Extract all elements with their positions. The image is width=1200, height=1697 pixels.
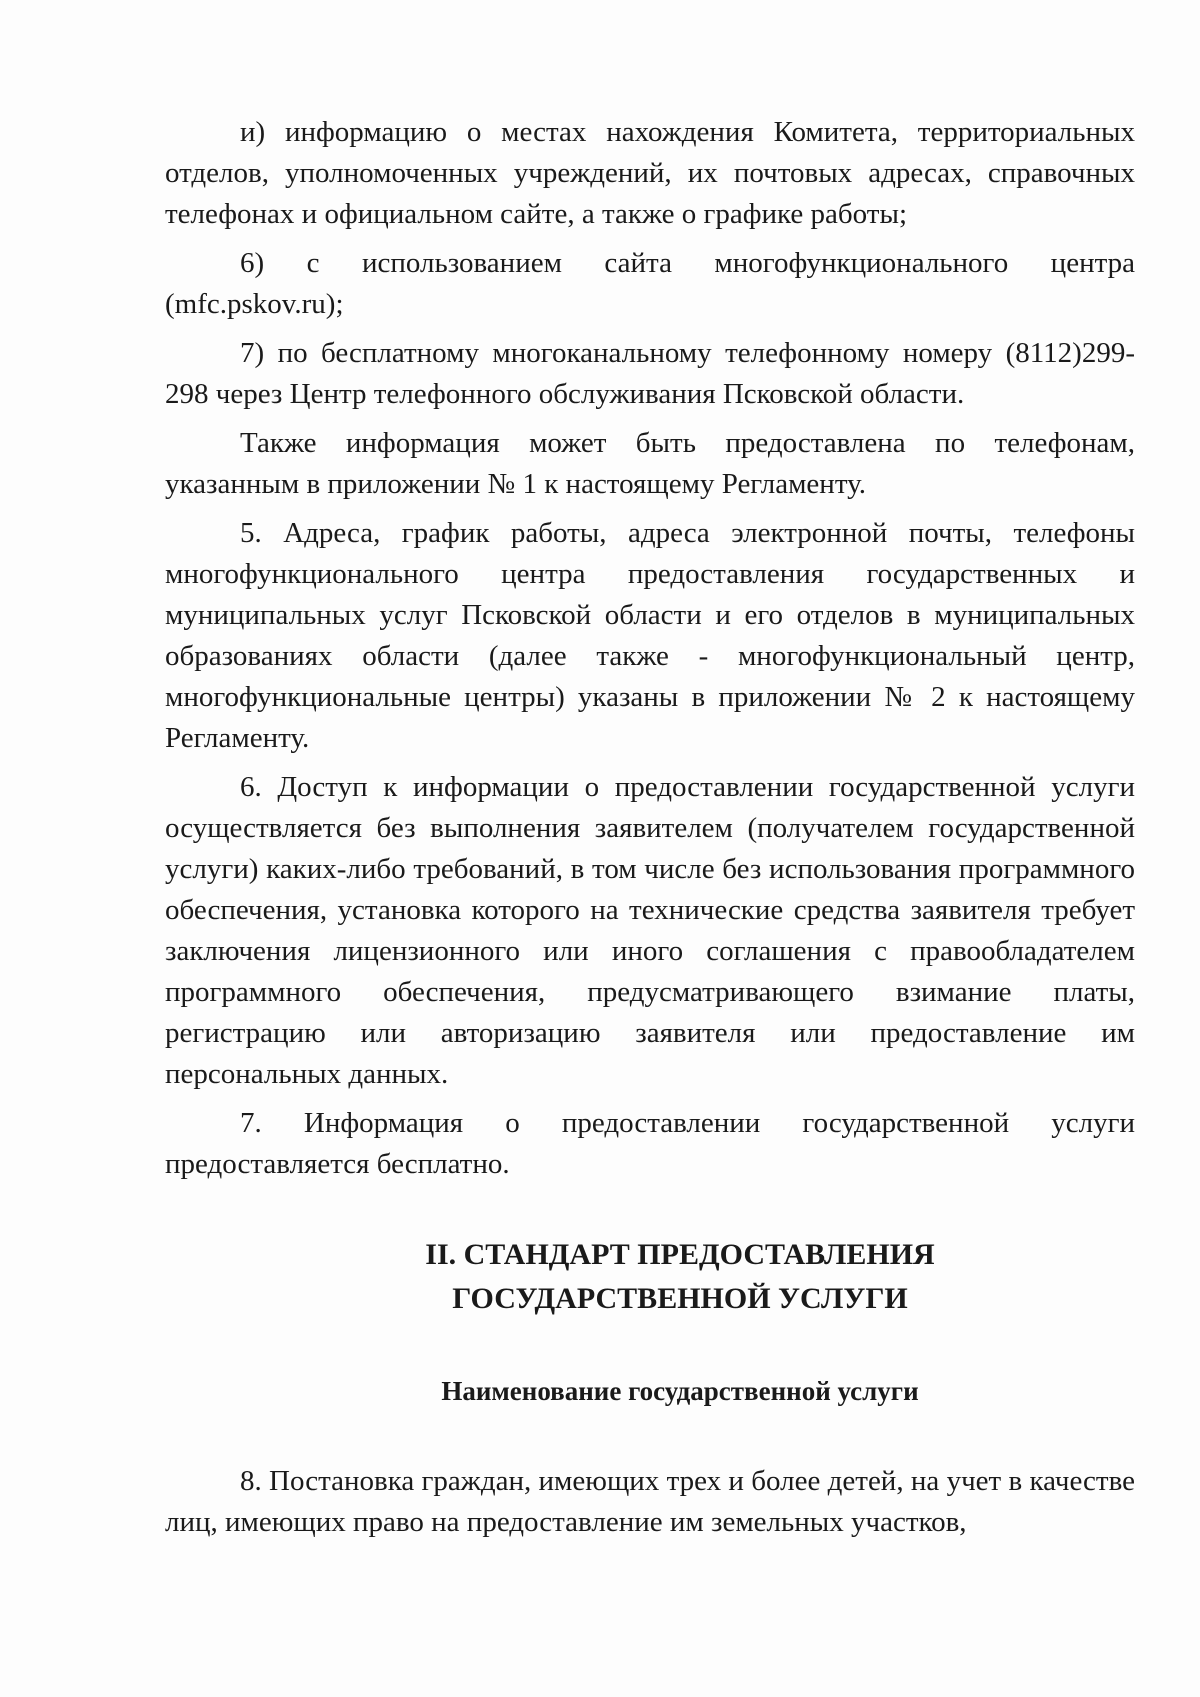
section-heading — [245, 1233, 1115, 1321]
paragraph-item-i: и) информацию о местах нахождения Комитета, территориальных отделов, уполномоченных учреждений, их почтовых адресах, справочных телефонах и официальном сайте, а также о графике работы; — [165, 116, 1135, 230]
paragraph-clause-6: 6. Доступ к информации о предоставлении государственной услуги осуществляется без выполнения заявителем (получателем государственной услуги) каких-либо требований, в том числе без использования программного обеспечения, установка которого на технические средства заявителя требует заключения лицензионного или иного соглашения с правообладателем программного обеспечения, предусматривающего взимание платы, регистрацию или авторизацию заявителя или предоставление им персональных данных. — [165, 771, 1135, 1090]
paragraph-item-7: 7) по бесплатному многоканальному телефонному номеру (8112)299-298 через Центр телефонного обслуживания Псковской области. — [165, 337, 1135, 410]
section-heading-line-1: II. СТАНДАРТ ПРЕДОСТАВЛЕНИЯ — [425, 1238, 935, 1271]
paragraph-clause-5: 5. Адреса, график работы, адреса электронной почты, телефоны многофункционального центра предоставления государственных и муниципальных услуг Псковской области и его отделов в муниципальных образованиях области (далее также - многофункциональный центр, многофункциональные центры) указаны в приложении № 2 к настоящему Регламенту. — [165, 517, 1135, 754]
paragraph-clause-8: 8. Постановка граждан, имеющих трех и более детей, на учет в качестве лиц, имеющих право на предоставление им земельных участков, — [165, 1465, 1135, 1538]
paragraph-phones-note: Также информация может быть предоставлена по телефонам, указанным в приложении № 1 к настоящему Регламенту. — [165, 427, 1135, 500]
section-heading-line-2: ГОСУДАРСТВЕННОЙ УСЛУГИ — [452, 1282, 908, 1315]
document-body — [165, 112, 1135, 1543]
paragraph-clause-7: 7. Информация о предоставлении государственной услуги предоставляется бесплатно. — [165, 1107, 1135, 1180]
paragraph-item-6: 6) с использованием сайта многофункционального центра (mfc.pskov.ru); — [165, 247, 1135, 320]
subsection-heading: Наименование государственной услуги — [441, 1376, 919, 1406]
